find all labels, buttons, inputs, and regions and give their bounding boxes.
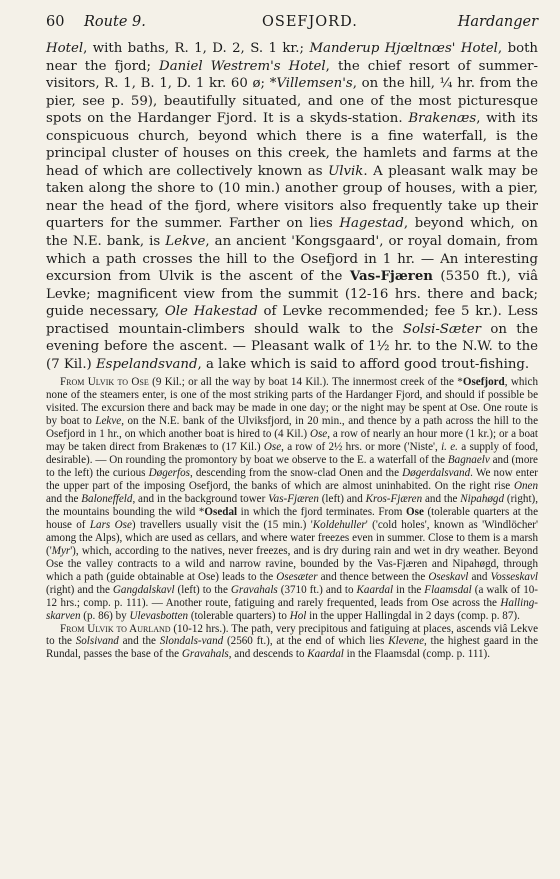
text-run: and <box>468 570 491 583</box>
text-run: Ose <box>309 428 328 441</box>
text-run: (2560 ft.), at the end of which lies <box>223 635 389 648</box>
text-run: Myr <box>51 544 71 557</box>
text-run: Villemsen's <box>276 76 353 92</box>
text-run: (left) to the <box>174 583 231 596</box>
excursion-ulvik-ose <box>46 376 538 622</box>
region-heading: Hardanger <box>457 14 538 30</box>
text-run: Koldehuller <box>312 518 366 531</box>
text-run: , with baths, R. 1, D. 2, S. 1 kr.; <box>83 41 310 56</box>
text-run: in the <box>393 583 425 596</box>
text-run: , which none of the steamers enter, is one of the most striking parts of the Hardanger Fjord, and should if possible be visited. The excursion there and back may be made in one day; or the night may be spent at Ose. One route is by boat to <box>46 376 538 428</box>
text-run: ' ('cold holes', known as 'Windlöcher' among the Alps), which are used as cellars, and where water freezes even in summer. Close to them is a marsh (' <box>46 518 538 557</box>
main-paragraph <box>46 40 538 373</box>
text-run: (10-12 hrs.). The path, very precipitous and fatiguing at places, ascends viâ Lekve to the <box>46 622 538 648</box>
text-run: , on the N.E. bank of the Ulviksfjord, in 20 min., and thence by a path across the hill to the Osefjord in 1 hr., on which another boat is hired to (4 Kil.) <box>46 415 538 441</box>
text-run: Hotel <box>46 41 84 56</box>
route-label: Route 9. <box>84 14 146 30</box>
text-run: on the evening before the ascent. — Pleasant walk of 1½ hr. to the N.W. to the (7 Kil.) <box>46 321 538 372</box>
text-run: Gangdalskavl <box>112 583 175 596</box>
text-run: , both near the fjord; <box>46 41 538 74</box>
text-run: (right), the mountains bounding the wild * <box>46 492 538 518</box>
text-run: Klevene <box>388 635 424 648</box>
text-run: (9 Kil.; or all the way by boat 14 Kil.). The innermost creek of the * <box>148 376 463 389</box>
text-run: (tolerable quarters) to <box>188 609 290 622</box>
text-run: (right) and the <box>46 583 113 596</box>
text-run: Flaamsdal <box>424 583 472 596</box>
text-run: and thence between the <box>317 570 429 583</box>
text-run: Baloneffeld <box>81 492 133 505</box>
text-run: (5350 ft.), viâ Levke; magnificent view from the summit (12-16 hrs. there and back; guide necessary, <box>46 269 538 320</box>
text-run: Daniel Westrem's Hotel <box>159 58 326 74</box>
text-run: Brakenæs <box>408 111 477 127</box>
text-run: Kaardal <box>307 648 344 661</box>
text-run: Nipahøgd <box>460 492 505 505</box>
text-run: of Levke recommended; fee 5 kr.). Less practised mountain-climbers should walk to the <box>46 304 538 337</box>
text-run: Manderup Hjœltnœs' Hotel <box>309 41 498 56</box>
text-run: and (more to the left) the curious <box>46 454 538 480</box>
text-run: Lekve <box>95 415 122 428</box>
text-run: (left) and <box>318 492 366 505</box>
text-run: , the chief resort of summer-visitors, R. 1, B. 1, D. 1 kr. 60 ø; * <box>46 58 538 92</box>
text-run: Døgerdalsvand <box>402 467 471 480</box>
text-run: Kros-Fjæren <box>365 492 423 505</box>
text-run: (3710 ft.) and to <box>277 583 357 596</box>
text-run: and the <box>46 492 82 505</box>
text-run: Hol <box>289 609 307 622</box>
text-run: , an ancient 'Kongsgaard', or royal domain, from which a path crosses the hill to the Osefjord in 1 hr. — An interesting excursion from Ulvik is the ascent of the <box>46 234 538 285</box>
text-run: Osesæter <box>276 570 318 583</box>
text-run: , and in the background tower <box>132 492 269 505</box>
text-run: . A pleasant walk may be taken along the shore to (10 min.) another group of houses, with a pier, near the head of the fjord, where visitors also frequently take up their quarters for the summer. Farther on lies <box>46 163 539 232</box>
text-run: Solsi-Sæter <box>402 321 481 337</box>
place-heading: OSEFJORD. <box>262 14 358 30</box>
text-run: a supply of food, desirable). — On rounding the promontory by boat we observe to the E. a waterfall of the <box>46 441 538 467</box>
text-run: From Ulvik to Aurland <box>60 622 171 635</box>
text-run: , a row of nearly an hour more (1 kr.); or a boat may be taken direct from Brakenæs to (17 Kil.) <box>46 428 538 454</box>
text-run: , the highest gaard in the Rundal, passes the base of the <box>46 635 538 661</box>
text-run: in which the fjord terminates. From <box>237 505 407 518</box>
text-run: Hagestad <box>339 216 404 232</box>
text-run: Vas-Fjæren <box>268 492 319 505</box>
text-run: '), which, according to the natives, never freezes, and is dry during rain and wet in dry weather. Beyond Ose the valley contracts to a wild and narrow ravine, bounded by the Vas-Fjæren and Nipahøgd, through which a path (guide obtainable at Ose) leads to the <box>46 544 538 583</box>
excursion-notes <box>46 376 538 661</box>
text-run: From Ulvik to Ose <box>60 376 149 389</box>
text-run: Gravahals <box>230 583 278 596</box>
text-run: in the upper Hallingdal in 2 days (comp. p. 87). <box>306 609 520 622</box>
text-run: i. e. <box>441 441 458 454</box>
text-run: and the <box>422 492 461 505</box>
text-run: , beyond which, on the N.E. bank, is <box>46 216 538 250</box>
main-text <box>46 40 538 373</box>
text-run: Ulevasbotten <box>129 609 189 622</box>
text-run: Ulvik <box>328 163 364 179</box>
text-run: Gravahals <box>181 648 229 661</box>
text-run: Døgerfos <box>148 467 190 480</box>
text-run: Onen <box>513 480 538 493</box>
text-run: Slondals-vand <box>159 635 224 648</box>
text-run: Oseskavl <box>428 570 469 583</box>
text-run: Lars Ose <box>89 518 132 531</box>
text-run: Espelandsvand <box>95 356 198 372</box>
text-run: , descending from the snow-clad Onen and the <box>189 467 403 480</box>
text-run: , on the hill, ¼ hr. from the pier, see p. 59), beautifully situated, and one of the most picturesque spots on the Hardanger Fjord. It is a skyds-station. <box>46 76 538 127</box>
text-run: Kaardal <box>356 583 394 596</box>
text-run: ) travellers usually visit the (15 min.) ' <box>131 518 313 531</box>
text-run: Ole Hakestad <box>164 304 258 320</box>
text-run: , and descends to <box>228 648 308 661</box>
text-run: Osefjord <box>462 376 505 389</box>
text-run: (a walk of 10-12 hrs.; comp. p. 111). — Another route, fatiguing and rarely frequented, leads from Ose across the <box>46 583 538 609</box>
text-run: in the Flaamsdal (comp. p. 111). <box>343 648 491 661</box>
text-run: Osedal <box>204 505 238 518</box>
text-run: . We now enter the upper part of the imposing Osefjord, the banks of which are almost uninhabited. On the right rise <box>46 467 538 493</box>
text-run: Solsivand <box>75 635 119 648</box>
text-run: and the <box>118 635 160 648</box>
excursion-ulvik-aurland <box>46 623 538 662</box>
text-run: (p. 86) by <box>80 609 130 622</box>
text-run: Lekve <box>165 234 206 250</box>
running-header <box>46 10 538 32</box>
text-run: , a lake which is said to afford good trout-fishing. <box>197 356 530 372</box>
page-number: 60 <box>46 14 65 30</box>
text-run: Halling-skarven <box>46 596 538 622</box>
text-run: Vas-Fjæren <box>349 269 433 285</box>
text-run: Ose <box>263 441 282 454</box>
text-run: Vosseskavl <box>490 570 538 583</box>
text-run: Bagnaelv <box>447 454 490 467</box>
text-run: (tolerable quarters at the house of <box>46 505 538 531</box>
text-run: Ose <box>406 505 424 518</box>
text-run: , with its conspicuous church, beyond which there is a fine waterfall, is the principal cluster of houses on this creek, the hamlets and farms at the head of which are collectively known as <box>46 111 538 179</box>
text-run: , a row of 2½ hrs. or more ('Niste', <box>281 441 442 454</box>
